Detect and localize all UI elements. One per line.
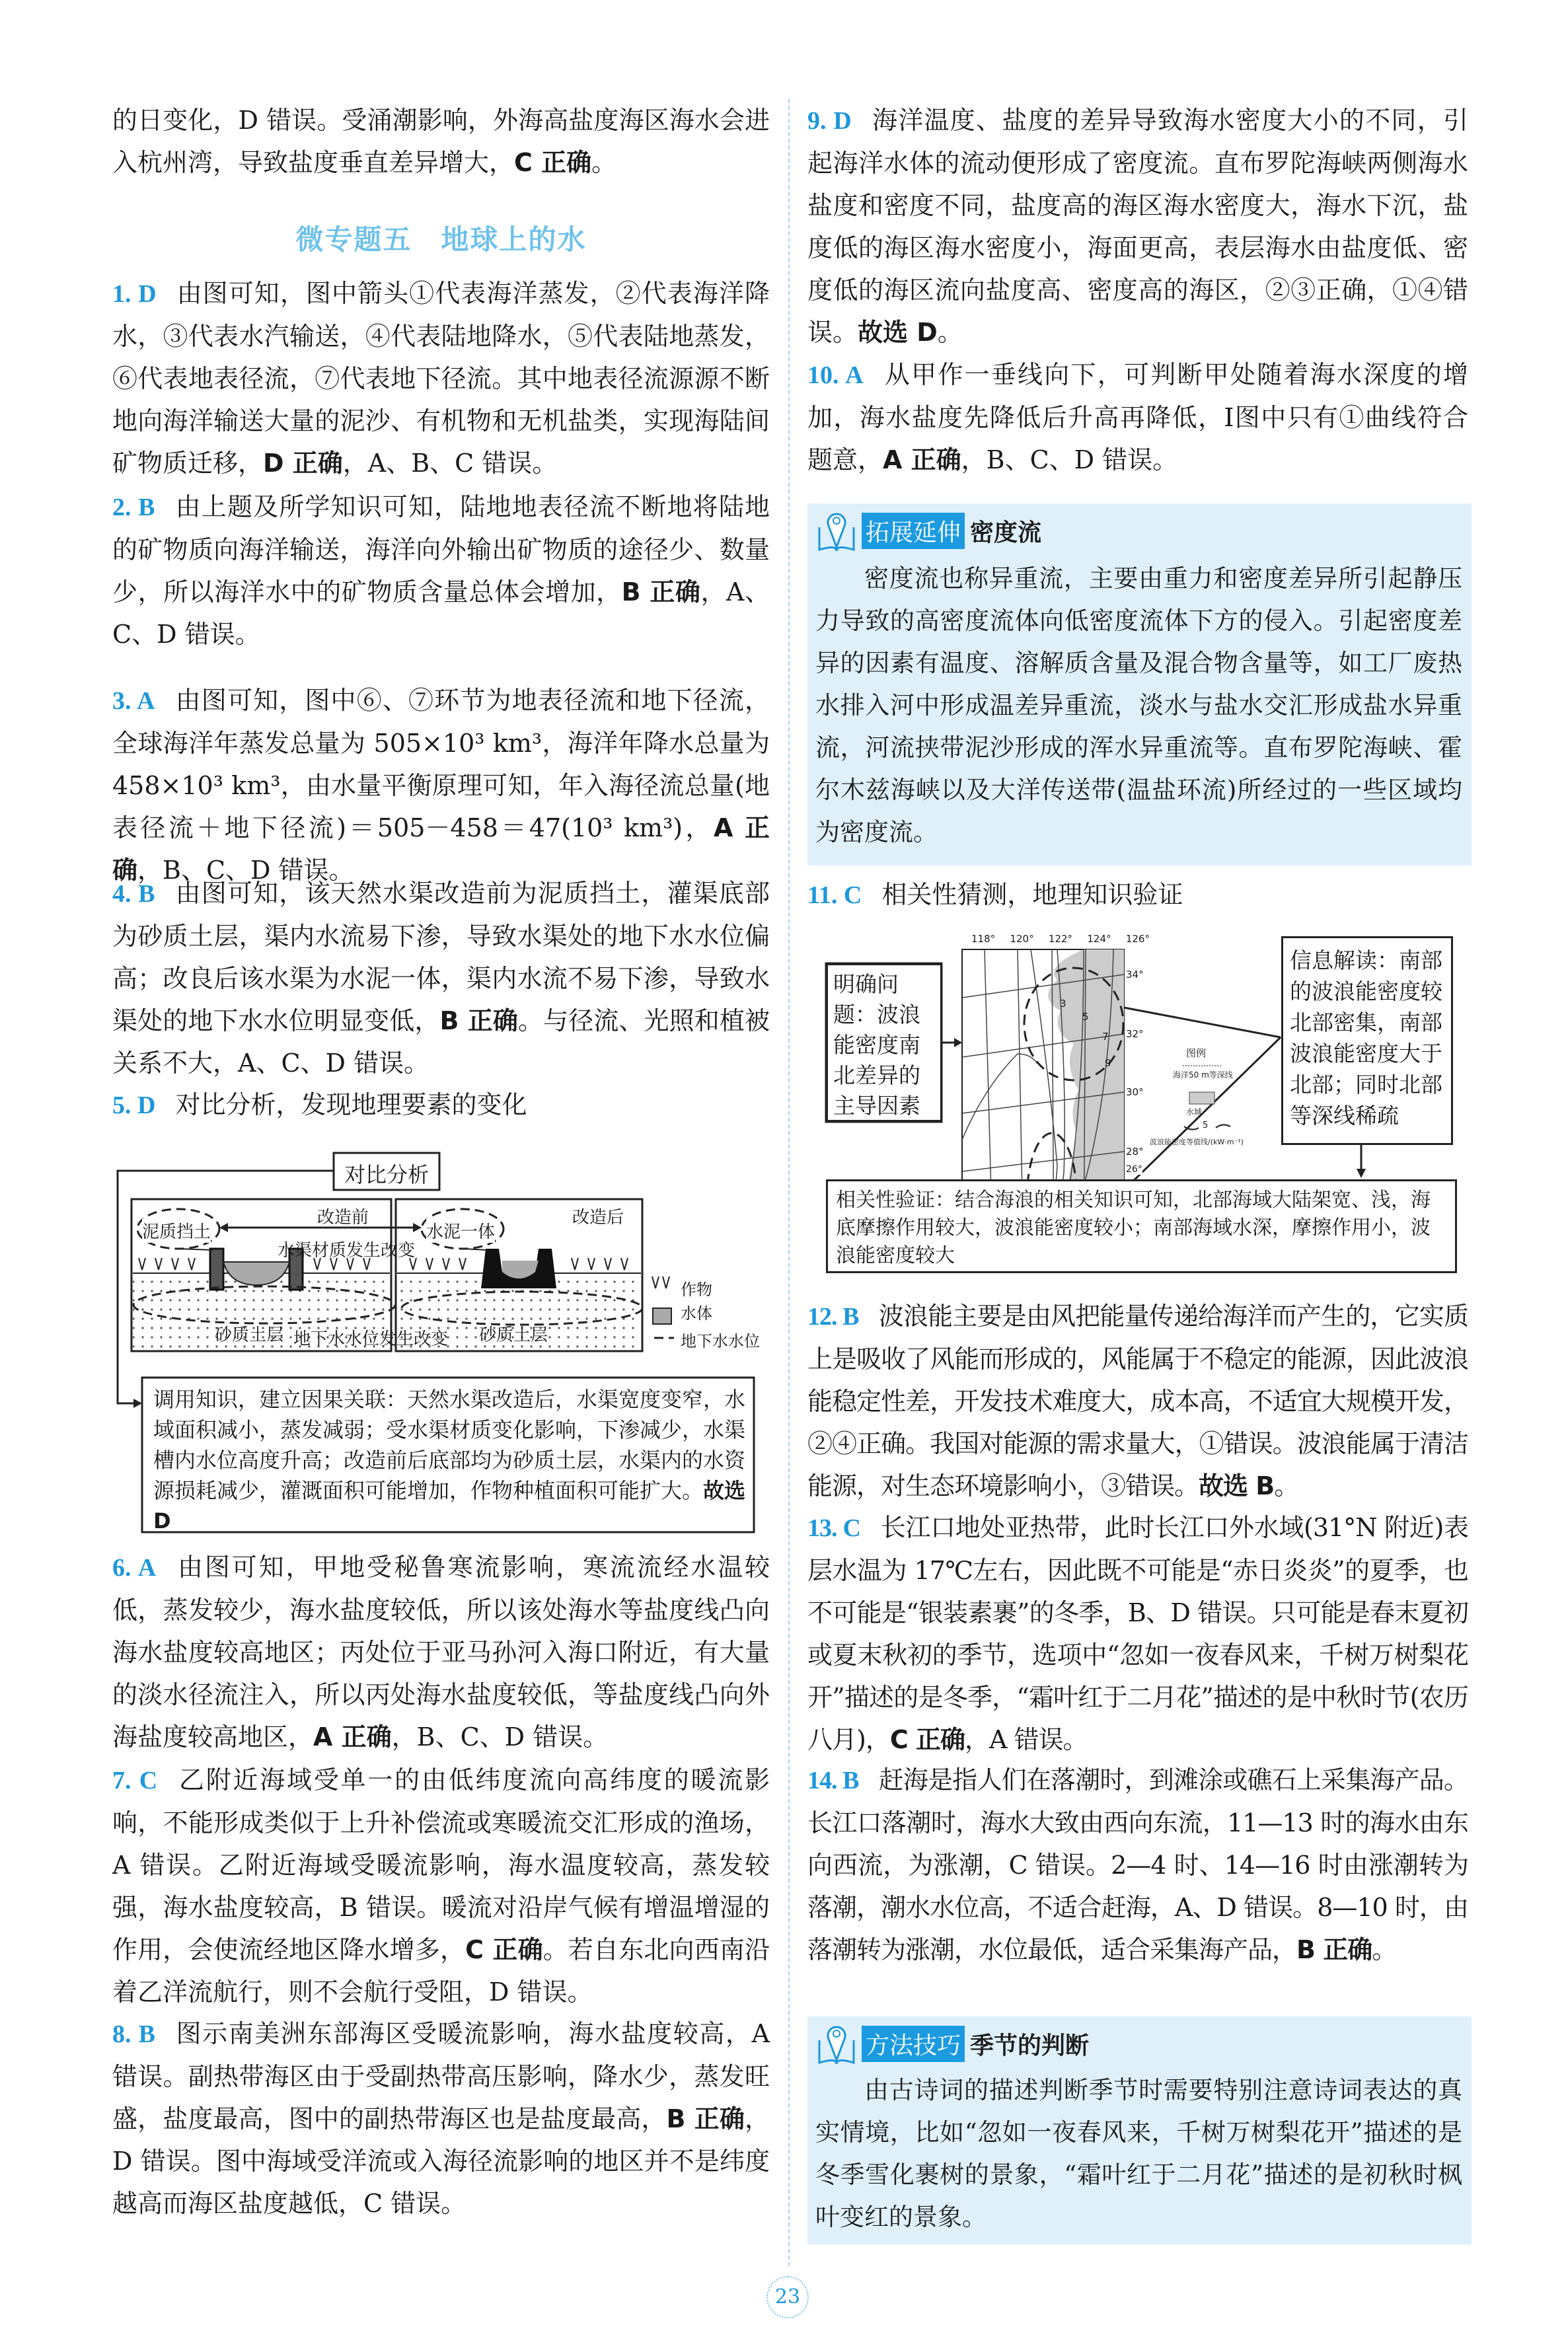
explanation-text: 赶海是指人们在落潮时，到滩涂或礁石上采集海产品。长江口落潮时，海水大致由西向东流，11—13 时的海水由东向西流，为涨潮，C 错误。2—4 时、14—16 时由涨潮转为落潮，潮水水位高，不适合赶海，A、D 错误。8—10 时，由落潮转为涨潮，水位最低，适合采集海产品， bbox=[807, 1765, 1469, 1964]
question-number: 10. A bbox=[807, 361, 864, 389]
question-number: 14. B bbox=[807, 1767, 859, 1794]
lat-label: 30° bbox=[1126, 1086, 1144, 1098]
explanation-text: 由图可知，甲地受秘鲁寒流影响，寒流流经水温较低，蒸发较少，海水盐度较低，所以该处海水等盐度线凸向海水盐度较高地区；丙处位于亚马孙河入海口附近，有大量的淡水径流注入，所以丙处海水盐度较低，等盐度线凸向外海盐度较高地区， bbox=[112, 1553, 770, 1752]
column-divider bbox=[788, 99, 790, 2266]
answer-item-6 bbox=[112, 1546, 770, 1758]
legend-crop: 作物 bbox=[681, 1280, 712, 1299]
intro-paragraph bbox=[112, 99, 770, 184]
question-number: 12. B bbox=[807, 1303, 859, 1331]
legend-depth-line: 海洋50 m等深线 bbox=[1173, 1070, 1233, 1080]
explanation-text: 。若自东北向西南沿着乙洋流航行，则不会航行受阻，D 错误。 bbox=[112, 1935, 770, 2007]
legend-water-level: 地下水水位 bbox=[681, 1332, 760, 1350]
after-label: 改造后 bbox=[572, 1208, 624, 1228]
answer-verdict: B 正确 bbox=[621, 577, 701, 607]
answer-item-9 bbox=[807, 99, 1468, 353]
question-number: 9. D bbox=[807, 107, 852, 135]
material-change-label: 水渠材质发生改变 bbox=[278, 1241, 416, 1261]
question-number: 1. D bbox=[112, 280, 157, 308]
explanation-text: ，D 错误。图中海域受洋流或入海径流影响的地区并不是纬度越高而海区盐度越低，C 错误。 bbox=[112, 2104, 770, 2218]
explanation-text: 。 bbox=[591, 148, 617, 177]
mud-label: 泥质挡土 bbox=[142, 1218, 211, 1243]
contour-label: 5 bbox=[1082, 1011, 1089, 1023]
explanation-text: ，A、B、C 错误。 bbox=[342, 449, 558, 478]
legend-contour: 波浪能密度等值线/(kW·m⁻¹) bbox=[1150, 1138, 1244, 1146]
extension-title: 密度流 bbox=[970, 519, 1042, 546]
explanation-text: 由图可知，图中箭头①代表海洋蒸发，②代表海洋降水，③代表水汽输送，④代表陆地降水，⑤代表陆地蒸发，⑥代表地表径流，⑦代表地下径流。其中地表径流源源不断地向海洋输送大量的泥沙、有机物和无机盐类，实现海陆间矿物质迁移， bbox=[112, 279, 770, 478]
method-box-header bbox=[817, 2020, 1089, 2067]
verify-box: 相关性验证：结合海浪的相关知识可知，北部海域大陆架宽、浅，海底摩擦作用较大，波浪能密度较小；南部海域水深，摩擦作用小，波浪能密度较大 bbox=[826, 1179, 1457, 1273]
question-number: 13. C bbox=[807, 1514, 861, 1542]
diagram-top-label: 对比分析 bbox=[344, 1162, 429, 1187]
answer-item-12 bbox=[807, 1295, 1468, 1507]
answer-verdict: C 正确 bbox=[465, 1935, 543, 1964]
question-number: 2. B bbox=[112, 494, 155, 521]
question-number: 11. C bbox=[807, 881, 862, 909]
lat-label: 28° bbox=[1126, 1146, 1144, 1158]
page-number: 23 bbox=[766, 2276, 809, 2318]
explanation-text: 。与径流、光照和植被关系不大，A、C、D 错误。 bbox=[112, 1006, 770, 1078]
extension-box bbox=[807, 503, 1472, 866]
lat-label: 32° bbox=[1126, 1028, 1144, 1040]
explanation-text: 长江口地处亚热带，此时长江口外水域(31°N 附近)表层水温为 17℃左右，因此既不可能是“赤日炎炎”的夏季，也不可能是“银装素裹”的冬季，B、D 错误。只可能是春末夏初或夏末秋初的季节，选项中“忽如一夜春风来，千树万树梨花开”描述的是冬季，“霜叶红于二月花”描述的是中秋时节(农历八月)， bbox=[807, 1513, 1468, 1754]
question-number: 4. B bbox=[112, 880, 155, 908]
section-title: 微专题五 地球上的水 bbox=[295, 223, 587, 256]
explanation-text: ，B、C、D 错误。 bbox=[137, 856, 354, 885]
explanation-text: 由图可知，图中⑥、⑦环节为地表径流和地下径流，全球海洋年蒸发总量为 505×10³ km³，海洋年降水总量为 458×10³ km³，由水量平衡原理可知，年入海径流总量(地表径流＋地下径流)＝505－458＝47(10³ km³)， bbox=[112, 686, 770, 842]
longitude-labels bbox=[971, 933, 1150, 945]
cement-label: 水泥一体 bbox=[426, 1218, 495, 1243]
lon-label: 126° bbox=[1125, 933, 1150, 945]
answer-verdict: B 正确 bbox=[666, 2104, 745, 2133]
legend-title: 图例 bbox=[1186, 1047, 1207, 1059]
lon-label: 118° bbox=[971, 933, 996, 945]
explanation-text: 由上题及所学知识可知，陆地地表径流不断地将陆地的矿物质向海洋输送，海洋向外输出矿物质的途径少、数量少，所以海洋水中的矿物质含量总体会增加， bbox=[112, 492, 770, 607]
explanation-text: 。 bbox=[1372, 1935, 1397, 1964]
conclusion-answer: 故选D bbox=[153, 1478, 746, 1533]
book-pin-icon bbox=[817, 2020, 856, 2067]
explanation-text: 。 bbox=[937, 318, 963, 347]
answer-verdict: 故选 D bbox=[858, 318, 938, 347]
extension-tag: 拓展延伸 bbox=[862, 513, 965, 549]
answer-item-11 bbox=[807, 873, 1468, 916]
explanation-text: 图示南美洲东部海区受暖流影响，海水盐度较高，A 错误。副热带海区由于受副热带高压影响，降水少，蒸发旺盛，盐度最高，图中的副热带海区也是盐度最高， bbox=[112, 2019, 770, 2133]
method-box bbox=[807, 2016, 1472, 2244]
answer-verdict: B 正确 bbox=[1296, 1935, 1372, 1964]
explanation-text: 的日变化，D 错误。受涌潮影响，外海高盐度海区海水会进入杭州湾，导致盐度垂直差异增大， bbox=[112, 106, 770, 177]
explanation-text: 由图可知，该天然水渠改造前为泥质挡土，灌渠底部为砂质土层，渠内水流易下渗，导致水渠处的地下水水位偏高；改良后该水渠为水泥一体，渠内水流不易下渗，导致水渠处的地下水水位明显变低， bbox=[112, 879, 770, 1035]
answer-item-7 bbox=[112, 1759, 770, 2013]
answer-item-4 bbox=[112, 872, 770, 1084]
explanation-text: ，B、C、D 错误。 bbox=[391, 1722, 609, 1752]
info-box: 信息解读：南部的波浪能密度较北部密集，南部波浪能密度大于北部；同时北部等深线稀疏 bbox=[1281, 936, 1453, 1145]
question-box: 明确问题：波浪能密度南北差异的主导因素 bbox=[826, 963, 942, 1122]
water-level-change-label: 地下水水位发生改变 bbox=[293, 1329, 449, 1349]
question-number: 6. A bbox=[112, 1554, 157, 1582]
extension-body: 密度流也称异重流，主要由重力和密度差异所引起静压力导致的高密度流体向低密度流体下方的侵入。引起密度差异的因素有温度、溶解质含量及混合物含量等，如工厂废热水排入河中形成温差异重流，淡水与盐水交汇形成盐水异重流，河流挟带泥沙形成的浑水异重流等。直布罗陀海峡、霍尔木兹海峡以及大洋传送带(温盐环流)所经过的一些区域均为密度流。 bbox=[815, 564, 1462, 846]
answer-item-13 bbox=[807, 1506, 1468, 1761]
explanation-text: 。 bbox=[1274, 1471, 1299, 1500]
answer-verdict: A 正确 bbox=[883, 445, 961, 474]
answer-item-1 bbox=[112, 272, 770, 484]
explanation-text: ，B、C、D 错误。 bbox=[961, 445, 1178, 474]
explanation-text: 相关性猜测，地理知识验证 bbox=[881, 880, 1183, 909]
method-body: 由古诗词的描述判断季节时需要特别注意诗词表达的真实情境，比如“忽如一夜春风来，千树万树梨花开”描述的是冬季雪化裹树的景象，“霜叶红于二月花”描述的是初秋时枫叶变红的景象。 bbox=[815, 2076, 1462, 2231]
contour-label: 3 bbox=[1060, 998, 1066, 1010]
question-number: 5. D bbox=[112, 1091, 156, 1119]
sand-layer-right: 砂质土层 bbox=[479, 1325, 548, 1345]
explanation-text: 从甲作一垂线向下，可判断甲处随着海水深度的增加，海水盐度先降低后升高再降低，Ⅰ图中只有①曲线符合题意， bbox=[807, 360, 1468, 474]
answer-verdict: A 正确 bbox=[112, 813, 770, 885]
answer-verdict: C 正确 bbox=[889, 1725, 965, 1754]
question-number: 8. B bbox=[112, 2020, 155, 2048]
method-title: 季节的判断 bbox=[970, 2032, 1090, 2059]
question-number: 3. A bbox=[112, 687, 155, 715]
legend-water: 水域 bbox=[1186, 1107, 1203, 1117]
lat-label: 34° bbox=[1126, 969, 1144, 980]
answer-verdict: D 正确 bbox=[263, 449, 343, 478]
contour-label: 9 bbox=[1105, 1057, 1111, 1069]
lon-label: 124° bbox=[1087, 933, 1111, 945]
method-tag: 方法技巧 bbox=[862, 2026, 965, 2062]
explanation-text: ，A 错误。 bbox=[964, 1725, 1088, 1754]
answer-item-5 bbox=[112, 1084, 770, 1126]
answer-verdict: 故选 B bbox=[1199, 1471, 1275, 1500]
lon-label: 122° bbox=[1048, 933, 1073, 945]
lon-label: 120° bbox=[1010, 933, 1034, 945]
conclusion-text: 调用知识，建立因果关联：天然水渠改造后，水渠宽度变窄，水域面积减小，蒸发减弱；受水渠材质变化影响，下渗减少，水渠槽内水位高度升高；改造前后底部均为砂质土层，水渠内的水资源损耗减少，灌溉面积可能增加，作物种植面积可能扩大。 bbox=[153, 1387, 746, 1503]
explanation-text: 波浪能主要是由风把能量传递给海洋而产生的，它实质上是吸收了风能而形成的，风能属于不稳定的能源，因此波浪能稳定性差，开发技术难度大，成本高，不适宜大规模开发，②④正确。我国对能源的需求量大，①错误。波浪能属于清洁能源，对生态环境影响小，③错误。 bbox=[807, 1302, 1468, 1500]
diagram-conclusion bbox=[153, 1384, 748, 1536]
answer-verdict: C 正确 bbox=[514, 148, 592, 177]
explanation-text: 对比分析，发现地理要素的变化 bbox=[175, 1090, 527, 1119]
answer-verdict: B 正确 bbox=[439, 1006, 518, 1035]
before-label: 改造前 bbox=[317, 1208, 369, 1228]
question-number: 7. C bbox=[112, 1767, 158, 1794]
answer-item-14 bbox=[807, 1759, 1468, 1971]
answer-item-8 bbox=[112, 2012, 770, 2225]
extension-box-header bbox=[817, 507, 1041, 554]
answer-item-10 bbox=[807, 353, 1468, 481]
legend-contour-value: 5 bbox=[1203, 1121, 1209, 1130]
answer-verdict: A 正确 bbox=[313, 1722, 392, 1752]
sand-layer-left: 砂质土层 bbox=[215, 1325, 284, 1345]
answer-item-3 bbox=[112, 679, 770, 891]
explanation-text: 海洋温度、盐度的差异导致海水密度大小的不同，引起海洋水体的流动便形成了密度流。直布罗陀海峡两侧海水盐度和密度不同，盐度高的海区海水密度大，海水下沉，盐度低的海区海水密度小，海面更高，表层海水由盐度低、密度低的海区流向盐度高、密度高的海区，②③正确，①④错误。 bbox=[807, 106, 1468, 347]
answer-item-2 bbox=[112, 486, 770, 655]
book-pin-icon bbox=[817, 507, 856, 554]
contour-label: 7 bbox=[1102, 1031, 1109, 1043]
legend-water: 水体 bbox=[681, 1304, 712, 1323]
explanation-text: ，A、C、D 错误。 bbox=[112, 577, 770, 649]
explanation-text: 乙附近海域受单一的由低纬度流向高纬度的暖流影响，不能形成类似于上升补偿流或寒暖流交汇形成的渔场，A 错误。乙附近海域受暖流影响，海水温度较高，蒸发较强，海水盐度较高，B 错误。暖流对沿岸气候有增温增湿的作用，会使流经地区降水增多， bbox=[112, 1765, 770, 1964]
lat-label-26: 26° bbox=[1126, 1164, 1142, 1175]
